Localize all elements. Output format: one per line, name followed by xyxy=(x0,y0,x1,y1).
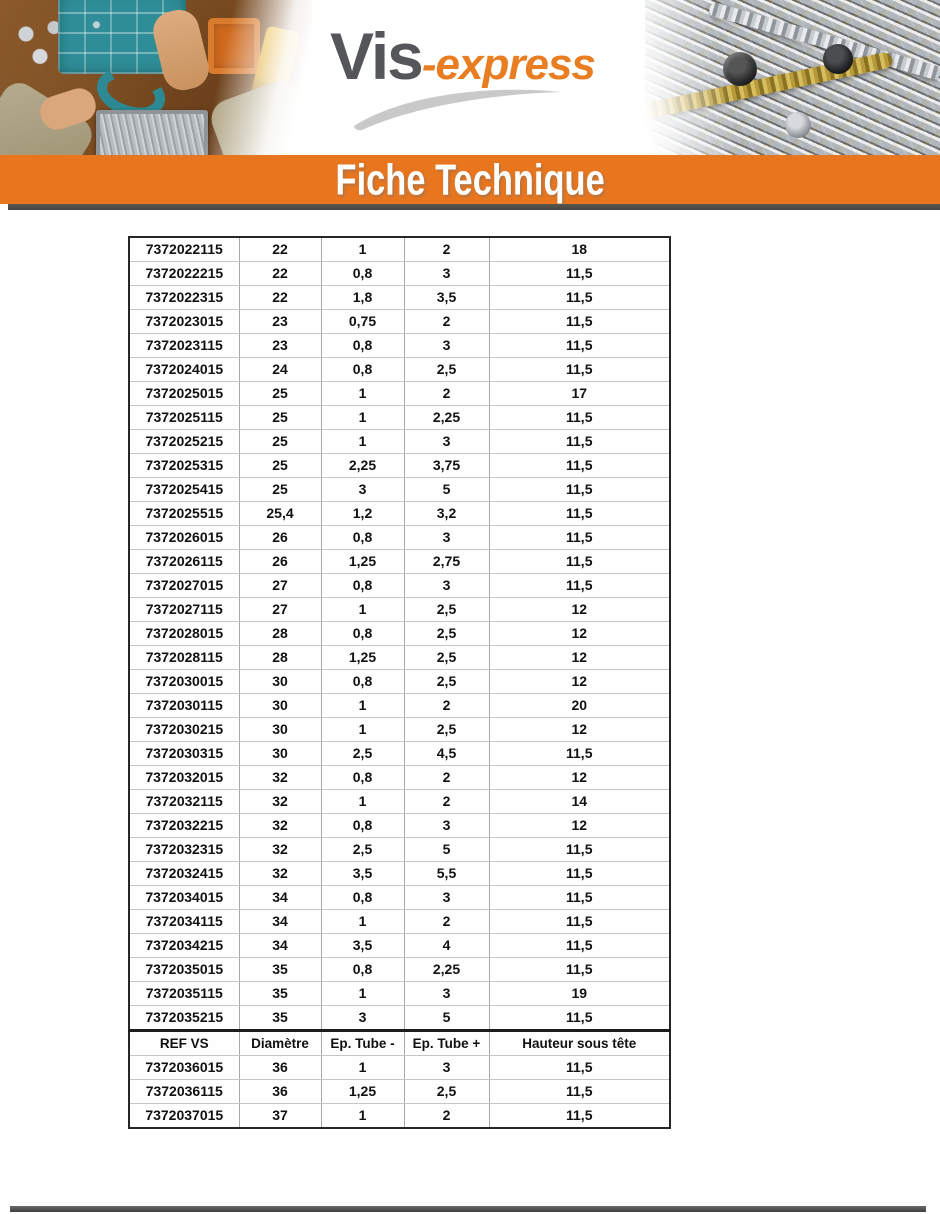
table-cell: 3 xyxy=(321,1006,404,1031)
footer-bar xyxy=(10,1206,926,1212)
table-row xyxy=(129,237,670,262)
table-cell: 7372034015 xyxy=(129,886,239,910)
column-header: Hauteur sous tête xyxy=(489,1031,670,1056)
table-cell: 35 xyxy=(239,982,321,1006)
table-row xyxy=(129,1006,670,1031)
table-cell: 1 xyxy=(321,430,404,454)
table-cell: 30 xyxy=(239,670,321,694)
table-cell: 1 xyxy=(321,406,404,430)
table-cell: 0,8 xyxy=(321,526,404,550)
table-row xyxy=(129,742,670,766)
table-row xyxy=(129,430,670,454)
table-cell: 5 xyxy=(404,478,489,502)
table-cell: 3,5 xyxy=(321,934,404,958)
table-cell: 7372022215 xyxy=(129,262,239,286)
table-row xyxy=(129,718,670,742)
table-cell: 7372036115 xyxy=(129,1080,239,1104)
table-cell: 1 xyxy=(321,237,404,262)
column-header: Ep. Tube + xyxy=(404,1031,489,1056)
table-row xyxy=(129,886,670,910)
table-cell: 2 xyxy=(404,1104,489,1129)
table-cell: 7372025415 xyxy=(129,478,239,502)
table-cell: 2,75 xyxy=(404,550,489,574)
table-cell: 5 xyxy=(404,838,489,862)
table-cell: 1 xyxy=(321,910,404,934)
table-cell: 12 xyxy=(489,670,670,694)
table-row xyxy=(129,550,670,574)
header xyxy=(0,0,940,155)
table-cell: 12 xyxy=(489,814,670,838)
table-row xyxy=(129,478,670,502)
table-cell: 26 xyxy=(239,550,321,574)
table-cell: 2 xyxy=(404,790,489,814)
table-cell: 11,5 xyxy=(489,574,670,598)
table-cell: 11,5 xyxy=(489,406,670,430)
table-cell: 34 xyxy=(239,910,321,934)
table-cell: 28 xyxy=(239,622,321,646)
table-cell: 2,5 xyxy=(404,718,489,742)
table-row xyxy=(129,526,670,550)
table-cell: 5,5 xyxy=(404,862,489,886)
table-cell: 11,5 xyxy=(489,862,670,886)
table-row xyxy=(129,310,670,334)
table-cell: 3 xyxy=(404,262,489,286)
table-cell: 27 xyxy=(239,574,321,598)
table-row xyxy=(129,286,670,310)
table-cell: 7372032015 xyxy=(129,766,239,790)
table-row xyxy=(129,574,670,598)
table-cell: 11,5 xyxy=(489,454,670,478)
column-header: Diamètre xyxy=(239,1031,321,1056)
table-cell: 3,75 xyxy=(404,454,489,478)
table-header-row xyxy=(129,1031,670,1056)
table-cell: 37 xyxy=(239,1104,321,1129)
table-row xyxy=(129,262,670,286)
table-cell: 2,5 xyxy=(404,622,489,646)
table-cell: 32 xyxy=(239,766,321,790)
table-cell: 2,5 xyxy=(404,646,489,670)
table-cell: 0,8 xyxy=(321,766,404,790)
table-cell: 3,2 xyxy=(404,502,489,526)
table-cell: 22 xyxy=(239,286,321,310)
table-cell: 7372032115 xyxy=(129,790,239,814)
workbench-photo xyxy=(0,0,312,155)
table-cell: 19 xyxy=(489,982,670,1006)
spec-table-body xyxy=(129,237,670,1128)
table-cell: 11,5 xyxy=(489,430,670,454)
table-row xyxy=(129,766,670,790)
table-cell: 3 xyxy=(404,886,489,910)
table-row xyxy=(129,694,670,718)
logo-swoosh-icon xyxy=(348,80,568,132)
table-cell: 27 xyxy=(239,598,321,622)
table-cell: 30 xyxy=(239,742,321,766)
logo xyxy=(330,18,610,138)
table-cell: 30 xyxy=(239,718,321,742)
table-cell: 7372022115 xyxy=(129,237,239,262)
table-row xyxy=(129,982,670,1006)
table-cell: 3,5 xyxy=(321,862,404,886)
table-cell: 3 xyxy=(404,574,489,598)
table-cell: 14 xyxy=(489,790,670,814)
table-cell: 0,8 xyxy=(321,886,404,910)
table-cell: 1 xyxy=(321,1104,404,1129)
table-cell: 2 xyxy=(404,382,489,406)
table-row xyxy=(129,382,670,406)
table-cell: 7372027015 xyxy=(129,574,239,598)
table-cell: 7372028115 xyxy=(129,646,239,670)
table-cell: 1,25 xyxy=(321,1080,404,1104)
table-row xyxy=(129,598,670,622)
table-cell: 11,5 xyxy=(489,910,670,934)
table-cell: 0,8 xyxy=(321,574,404,598)
table-cell: 7372026115 xyxy=(129,550,239,574)
table-cell: 32 xyxy=(239,790,321,814)
table-cell: 1,8 xyxy=(321,286,404,310)
logo-text-vis: Vis xyxy=(330,19,422,93)
table-row xyxy=(129,910,670,934)
table-cell: 7372034115 xyxy=(129,910,239,934)
table-row xyxy=(129,1104,670,1129)
table-cell: 11,5 xyxy=(489,502,670,526)
table-cell: 3 xyxy=(404,334,489,358)
table-cell: 1 xyxy=(321,1056,404,1080)
table-cell: 12 xyxy=(489,646,670,670)
spec-table xyxy=(128,236,671,1129)
table-cell: 1 xyxy=(321,382,404,406)
table-cell: 11,5 xyxy=(489,550,670,574)
table-cell: 7372026015 xyxy=(129,526,239,550)
table-cell: 3 xyxy=(321,478,404,502)
photo-fade-overlay xyxy=(0,0,312,155)
table-cell: 3 xyxy=(404,1056,489,1080)
table-row xyxy=(129,670,670,694)
table-cell: 11,5 xyxy=(489,886,670,910)
table-row xyxy=(129,838,670,862)
table-cell: 2,25 xyxy=(404,406,489,430)
table-cell: 7372030115 xyxy=(129,694,239,718)
table-cell: 11,5 xyxy=(489,526,670,550)
table-cell: 2,25 xyxy=(404,958,489,982)
table-row xyxy=(129,454,670,478)
table-cell: 11,5 xyxy=(489,1056,670,1080)
table-cell: 2 xyxy=(404,766,489,790)
table-cell: 2,5 xyxy=(404,1080,489,1104)
table-cell: 2,25 xyxy=(321,454,404,478)
table-cell: 1,25 xyxy=(321,646,404,670)
table-cell: 18 xyxy=(489,237,670,262)
table-cell: 11,5 xyxy=(489,838,670,862)
table-cell: 7372030315 xyxy=(129,742,239,766)
table-cell: 36 xyxy=(239,1080,321,1104)
table-cell: 0,8 xyxy=(321,622,404,646)
table-cell: 23 xyxy=(239,334,321,358)
table-cell: 0,8 xyxy=(321,814,404,838)
table-cell: 35 xyxy=(239,958,321,982)
table-cell: 11,5 xyxy=(489,742,670,766)
table-cell: 2 xyxy=(404,694,489,718)
table-row xyxy=(129,958,670,982)
table-cell: 32 xyxy=(239,862,321,886)
table-cell: 26 xyxy=(239,526,321,550)
table-row xyxy=(129,358,670,382)
table-row xyxy=(129,934,670,958)
table-cell: 0,8 xyxy=(321,358,404,382)
table-cell: 22 xyxy=(239,262,321,286)
table-cell: 3,5 xyxy=(404,286,489,310)
table-cell: 7372032415 xyxy=(129,862,239,886)
table-cell: 7372035015 xyxy=(129,958,239,982)
table-cell: 11,5 xyxy=(489,262,670,286)
table-cell: 25 xyxy=(239,430,321,454)
table-cell: 1 xyxy=(321,598,404,622)
table-cell: 7372030015 xyxy=(129,670,239,694)
table-cell: 23 xyxy=(239,310,321,334)
table-row xyxy=(129,334,670,358)
table-cell: 2 xyxy=(404,910,489,934)
table-cell: 7372023015 xyxy=(129,310,239,334)
table-cell: 11,5 xyxy=(489,478,670,502)
table-cell: 7372028015 xyxy=(129,622,239,646)
table-cell: 3 xyxy=(404,526,489,550)
table-cell: 30 xyxy=(239,694,321,718)
table-cell: 32 xyxy=(239,814,321,838)
table-row xyxy=(129,814,670,838)
table-cell: 7372030215 xyxy=(129,718,239,742)
table-cell: 7372025315 xyxy=(129,454,239,478)
column-header: REF VS xyxy=(129,1031,239,1056)
page-title: Fiche Technique xyxy=(335,155,605,204)
table-cell: 1 xyxy=(321,982,404,1006)
table-cell: 7372032315 xyxy=(129,838,239,862)
table-cell: 7372035215 xyxy=(129,1006,239,1031)
table-cell: 7372027115 xyxy=(129,598,239,622)
table-cell: 0,8 xyxy=(321,334,404,358)
screws-photo xyxy=(645,0,940,155)
table-cell: 7372037015 xyxy=(129,1104,239,1129)
table-cell: 12 xyxy=(489,598,670,622)
table-cell: 2 xyxy=(404,237,489,262)
table-cell: 4 xyxy=(404,934,489,958)
table-cell: 36 xyxy=(239,1056,321,1080)
table-cell: 1,25 xyxy=(321,550,404,574)
table-cell: 7372025515 xyxy=(129,502,239,526)
banner xyxy=(0,155,940,204)
table-cell: 2 xyxy=(404,310,489,334)
table-cell: 3 xyxy=(404,982,489,1006)
table-cell: 25 xyxy=(239,382,321,406)
table-cell: 34 xyxy=(239,934,321,958)
table-cell: 11,5 xyxy=(489,1104,670,1129)
table-cell: 11,5 xyxy=(489,1006,670,1031)
table-cell: 11,5 xyxy=(489,334,670,358)
table-row xyxy=(129,1080,670,1104)
table-row xyxy=(129,406,670,430)
table-cell: 7372022315 xyxy=(129,286,239,310)
table-cell: 25 xyxy=(239,406,321,430)
table-cell: 34 xyxy=(239,886,321,910)
table-cell: 1 xyxy=(321,790,404,814)
table-cell: 12 xyxy=(489,766,670,790)
table-cell: 7372036015 xyxy=(129,1056,239,1080)
table-cell: 11,5 xyxy=(489,358,670,382)
table-cell: 1,2 xyxy=(321,502,404,526)
table-cell: 1 xyxy=(321,694,404,718)
table-cell: 11,5 xyxy=(489,958,670,982)
table-cell: 11,5 xyxy=(489,310,670,334)
table-cell: 2,5 xyxy=(404,598,489,622)
table-row xyxy=(129,622,670,646)
table-cell: 5 xyxy=(404,1006,489,1031)
table-cell: 3 xyxy=(404,430,489,454)
table-row xyxy=(129,790,670,814)
table-cell: 28 xyxy=(239,646,321,670)
table-cell: 1 xyxy=(321,718,404,742)
table-cell: 11,5 xyxy=(489,286,670,310)
table-cell: 20 xyxy=(489,694,670,718)
table-cell: 22 xyxy=(239,237,321,262)
table-cell: 4,5 xyxy=(404,742,489,766)
table-cell: 7372023115 xyxy=(129,334,239,358)
table-cell: 7372032215 xyxy=(129,814,239,838)
table-row xyxy=(129,1056,670,1080)
table-cell: 25 xyxy=(239,454,321,478)
table-cell: 17 xyxy=(489,382,670,406)
banner-shadow-bar xyxy=(8,204,940,210)
table-cell: 7372024015 xyxy=(129,358,239,382)
table-cell: 25,4 xyxy=(239,502,321,526)
table-cell: 0,8 xyxy=(321,958,404,982)
table-cell: 2,5 xyxy=(321,742,404,766)
table-cell: 2,5 xyxy=(321,838,404,862)
table-cell: 25 xyxy=(239,478,321,502)
table-cell: 7372034215 xyxy=(129,934,239,958)
table-row xyxy=(129,502,670,526)
table-cell: 7372025015 xyxy=(129,382,239,406)
photo-fade-overlay xyxy=(645,0,940,155)
table-cell: 11,5 xyxy=(489,1080,670,1104)
table-row xyxy=(129,862,670,886)
table-cell: 7372025215 xyxy=(129,430,239,454)
column-header: Ep. Tube - xyxy=(321,1031,404,1056)
table-row xyxy=(129,646,670,670)
table-cell: 32 xyxy=(239,838,321,862)
table-cell: 2,5 xyxy=(404,358,489,382)
table-cell: 0,8 xyxy=(321,670,404,694)
table-cell: 11,5 xyxy=(489,934,670,958)
table-cell: 0,75 xyxy=(321,310,404,334)
table-cell: 12 xyxy=(489,622,670,646)
table-cell: 12 xyxy=(489,718,670,742)
table-cell: 24 xyxy=(239,358,321,382)
table-cell: 2,5 xyxy=(404,670,489,694)
table-cell: 0,8 xyxy=(321,262,404,286)
table-cell: 7372025115 xyxy=(129,406,239,430)
logo-text-express: -express xyxy=(421,40,595,89)
table-cell: 35 xyxy=(239,1006,321,1031)
table-cell: 3 xyxy=(404,814,489,838)
table-cell: 7372035115 xyxy=(129,982,239,1006)
